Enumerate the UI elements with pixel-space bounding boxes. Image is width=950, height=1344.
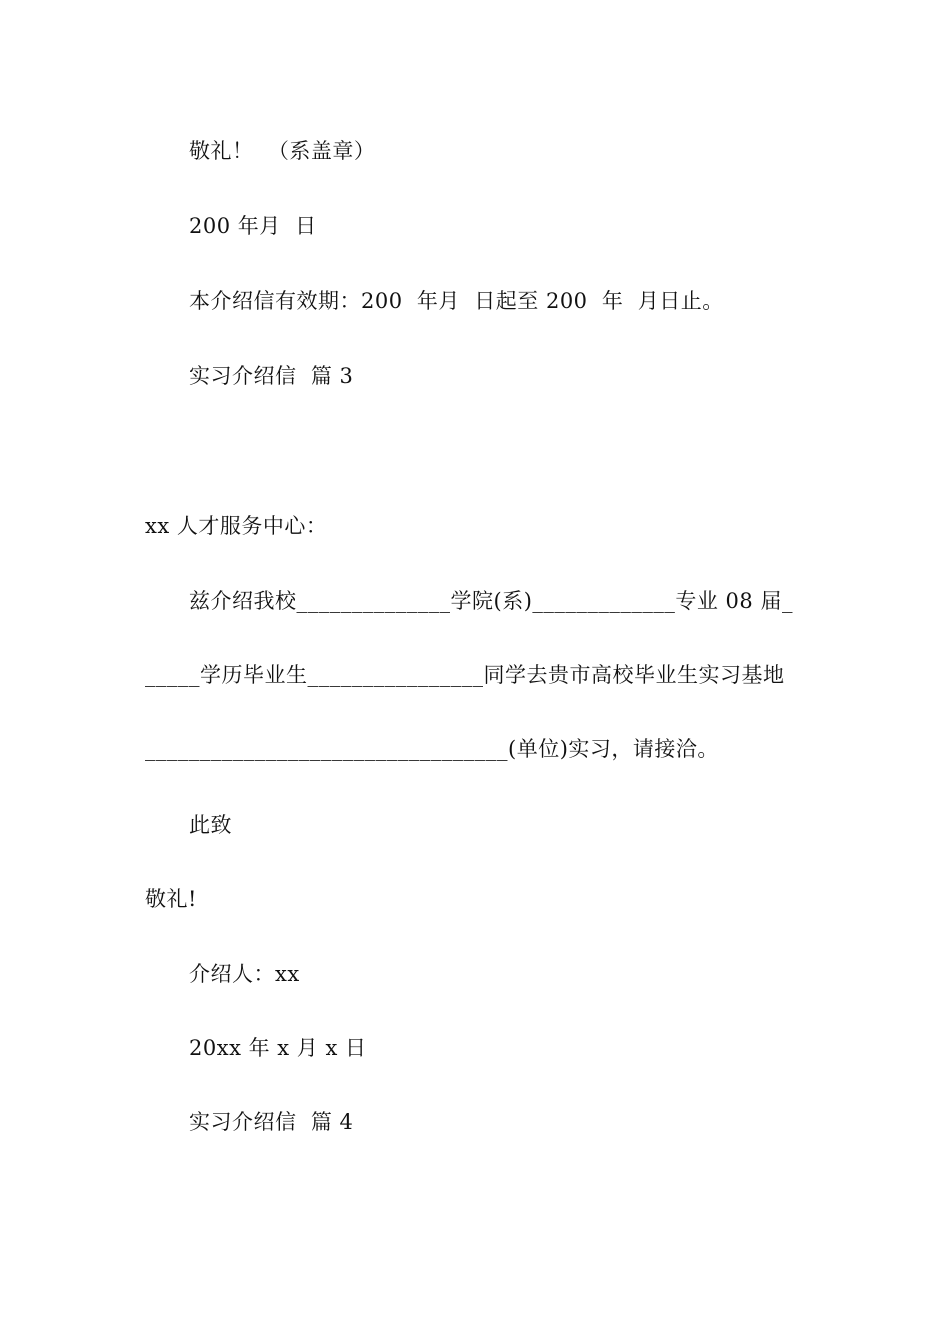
closing-salute: 敬礼! (145, 887, 197, 911)
closing-phrase: 此致 (189, 813, 232, 837)
addressee-line: xx 人才服务中心： (145, 514, 328, 538)
body-paragraph-line-3: _________________________________(单位)实习，请接洽。 (145, 737, 719, 761)
closing-salute-seal-line: 敬礼！ （系盖章） (189, 139, 376, 163)
body-paragraph-line-1: 兹介绍我校______________学院(系)_____________专业 08 届_ (189, 589, 793, 613)
signature-date-line: 20xx 年 x 月 x 日 (189, 1036, 367, 1060)
validity-period-line: 本介绍信有效期：200 年月 日起至 200 年 月日止。 (189, 289, 724, 313)
introducer-line: 介绍人：xx (189, 962, 300, 986)
body-paragraph-line-2: _____学历毕业生________________同学去贵市高校毕业生实习基地 (145, 663, 785, 687)
date-line: 200 年月 日 (189, 214, 317, 238)
section-heading-3: 实习介绍信 篇 3 (189, 364, 354, 388)
section-heading-4: 实习介绍信 篇 4 (189, 1110, 354, 1134)
